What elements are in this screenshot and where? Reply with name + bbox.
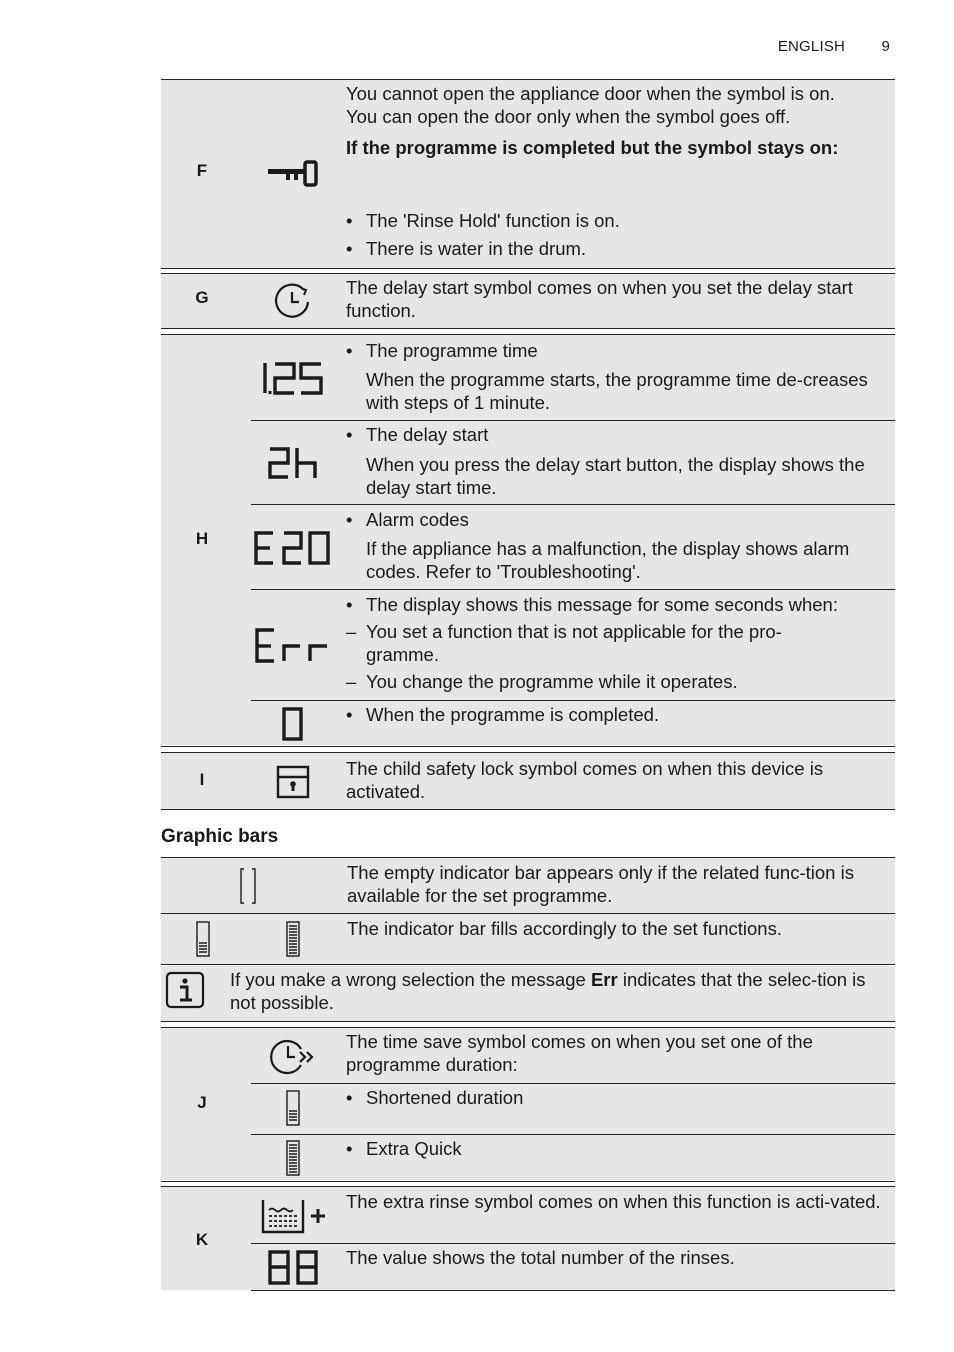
divider bbox=[161, 328, 895, 329]
h-item-4-dash-1: You set a function that is not applicable for the pro-gramme. bbox=[366, 621, 782, 665]
divider bbox=[251, 1243, 895, 1244]
row-letter-j: J bbox=[197, 1093, 207, 1112]
door-lock-key-icon bbox=[266, 158, 320, 188]
divider bbox=[161, 1181, 895, 1182]
divider bbox=[251, 420, 895, 421]
divider bbox=[161, 746, 895, 747]
info-text-after: indicates that the selec-tion is not possible. bbox=[230, 969, 866, 1013]
h-item-3-desc: If the appliance has a malfunction, the display shows alarm codes. Refer to 'Troubleshooting'. bbox=[366, 538, 850, 582]
list-item: • The display shows this message for some seconds when: bbox=[346, 594, 838, 615]
list-item: – You set a function that is not applicable for the pro-gramme. bbox=[346, 621, 866, 666]
divider bbox=[161, 913, 895, 914]
list-item: • Shortened duration bbox=[346, 1087, 524, 1108]
divider bbox=[161, 334, 895, 335]
h-item-4-dash-2: You change the programme while it operates. bbox=[366, 671, 738, 692]
row-f-bullet-2: There is water in the drum. bbox=[366, 238, 587, 259]
list-item: • The programme time bbox=[346, 340, 538, 361]
h-item-3-bullet: Alarm codes bbox=[366, 509, 469, 530]
row-letter-h: H bbox=[195, 529, 209, 548]
row-f-bullet-1: The 'Rinse Hold' function is on. bbox=[366, 210, 620, 231]
h-item-1-bullet: The programme time bbox=[366, 340, 538, 361]
row-letter-g: G bbox=[195, 288, 209, 307]
info-icon bbox=[164, 970, 206, 1010]
display-0-icon bbox=[281, 705, 305, 743]
divider bbox=[161, 79, 895, 80]
h-item-2-bullet: The delay start bbox=[366, 424, 489, 445]
divider bbox=[161, 809, 895, 810]
row-k-text-2: The value shows the total number of the rinses. bbox=[346, 1247, 735, 1268]
time-save-icon bbox=[270, 1037, 318, 1077]
row-letter-i: I bbox=[199, 770, 205, 789]
h-item-4-bullet: The display shows this message for some seconds when: bbox=[366, 594, 838, 615]
divider bbox=[161, 857, 895, 858]
divider bbox=[161, 752, 895, 753]
extra-quick-bar-icon bbox=[284, 1139, 302, 1177]
divider bbox=[161, 1027, 895, 1028]
list-item: • The 'Rinse Hold' function is on. bbox=[346, 210, 620, 231]
list-item: • There is water in the drum. bbox=[346, 238, 587, 259]
divider bbox=[161, 268, 895, 269]
delay-start-clock-icon bbox=[272, 282, 314, 322]
partial-indicator-bar-icon bbox=[194, 920, 212, 958]
divider bbox=[161, 964, 895, 965]
divider bbox=[251, 1290, 895, 1291]
list-item: • The delay start bbox=[346, 424, 489, 445]
list-item: • Extra Quick bbox=[346, 1138, 462, 1159]
list-item: – You change the programme while it operates. bbox=[346, 671, 738, 692]
divider bbox=[251, 1134, 895, 1135]
empty-bar-text: The empty indicator bar appears only if the related func-tion is available for the set programme. bbox=[347, 862, 854, 906]
row-f-bold-note: If the programme is completed but the symbol stays on: bbox=[346, 137, 839, 158]
h-item-2-desc: When you press the delay start button, the display shows the delay start time. bbox=[366, 454, 865, 498]
display-e20-icon bbox=[253, 529, 333, 567]
info-text-bold: Err bbox=[590, 969, 618, 990]
list-item: • When the programme is completed. bbox=[346, 704, 660, 725]
divider bbox=[251, 1083, 895, 1084]
display-2h-icon bbox=[267, 444, 321, 482]
divider bbox=[251, 700, 895, 701]
info-text-before: If you make a wrong selection the message bbox=[230, 969, 591, 990]
extra-rinse-icon bbox=[259, 1196, 329, 1236]
empty-indicator-bar-icon bbox=[238, 866, 260, 906]
row-j-bullet-1: Shortened duration bbox=[366, 1087, 524, 1108]
h-item-1-desc: When the programme starts, the programme time de-creases with steps of 1 minute. bbox=[366, 369, 868, 413]
section-title-graphic-bars: Graphic bars bbox=[161, 826, 279, 847]
row-f-line1: You cannot open the appliance door when the symbol is on. bbox=[346, 83, 835, 104]
row-j-text: The time save symbol comes on when you set one of the programme duration: bbox=[346, 1031, 813, 1075]
row-k-text-1: The extra rinse symbol comes on when this function is acti-vated. bbox=[346, 1191, 881, 1212]
list-item: • Alarm codes bbox=[346, 509, 469, 530]
row-g-text: The delay start symbol comes on when you set the delay start function. bbox=[346, 277, 853, 321]
display-1-25-icon bbox=[261, 360, 325, 398]
page-header bbox=[778, 38, 890, 55]
divider bbox=[161, 1021, 895, 1022]
row-i-text: The child safety lock symbol comes on when this device is activated. bbox=[346, 758, 824, 802]
divider bbox=[251, 589, 895, 590]
row-letter-f: F bbox=[196, 161, 208, 180]
row-j-bullet-2: Extra Quick bbox=[366, 1138, 462, 1159]
row-f-text bbox=[346, 83, 876, 160]
divider bbox=[251, 504, 895, 505]
h-item-5-bullet: When the programme is completed. bbox=[366, 704, 660, 725]
divider bbox=[161, 273, 895, 274]
row-letter-k: K bbox=[195, 1230, 209, 1249]
full-indicator-bar-icon bbox=[284, 920, 302, 958]
rinse-count-88-icon bbox=[266, 1248, 322, 1288]
row-f-line2: You can open the door only when the symbol goes off. bbox=[346, 105, 791, 127]
page-number: 9 bbox=[881, 38, 890, 55]
child-lock-icon bbox=[275, 763, 311, 801]
divider bbox=[161, 1186, 895, 1187]
shortened-duration-bar-icon bbox=[284, 1089, 302, 1127]
display-err-icon bbox=[254, 626, 334, 666]
header-language: ENGLISH bbox=[777, 38, 846, 55]
info-text bbox=[230, 969, 880, 1014]
fill-bar-text: The indicator bar fills accordingly to the set functions. bbox=[347, 918, 782, 939]
